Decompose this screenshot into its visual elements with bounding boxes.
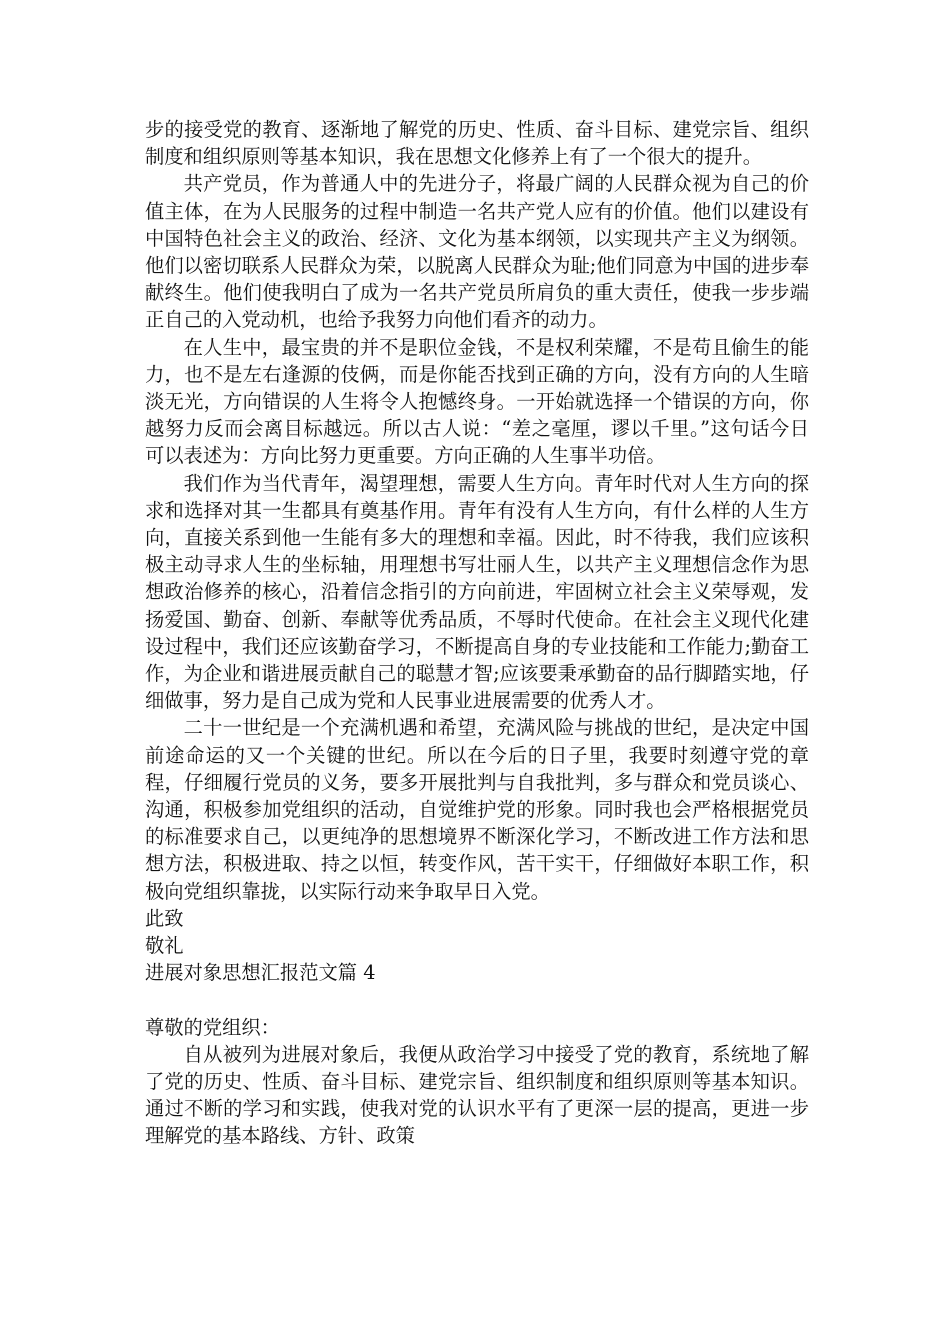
paragraph-twenty-first-century: 二十一世纪是一个充满机遇和希望，充满风险与挑战的世纪，是决定中国前途命运的又一个关键的世纪。所以在今后的日子里，我要时刻遵守党的章程，仔细履行党员的义务，要多开展批判与自我批判，多与群众和党员谈心、沟通，积极参加党组织的活动，自觉维护党的形象。同时我也会严格根据党员的标准要求自己，以更纯净的思想境界不断深化学习，不断改进工作方法和思想方法，积极进取、持之以恒，转变作风，苦干实干，仔细做好本职工作，积极向党组织靠拢，以实际行动来争取早日入党。 [145, 716, 809, 903]
paragraph-party-members: 共产党员，作为普通人中的先进分子，将最广阔的人民群众视为自己的价值主体，在为人民服务的过程中制造一名共产党人应有的价值。他们以建设有中国特色社会主义的政治、经济、文化为基本纲领，以实现共产主义为纲领。他们以密切联系人民群众为荣，以脱离人民群众为耻;他们同意为中国的进步奉献终生。他们使我明白了成为一名共产党员所肩负的重大责任，使我一步步端正自己的入党动机，也给予我努力向他们看齐的动力。 [145, 172, 809, 332]
closing-salutation: 此致 [145, 906, 184, 930]
closing-regards: 敬礼 [145, 934, 184, 958]
section-heading: 进展对象思想汇报范文篇 4 [145, 961, 376, 985]
document-body [145, 116, 809, 1150]
paragraph-youth: 我们作为当代青年，渴望理想，需要人生方向。青年时代对人生方向的探求和选择对其一生都具有奠基作用。青年有没有人生方向，有什么样的人生方向，直接关系到他一生能有多大的理想和幸福。因此，时不待我，我们应该积极主动寻求人生的坐标轴，用理想书写壮丽人生，以共产主义理想信念作为思想政治修养的核心，沿着信念指引的方向前进，牢固树立社会主义荣辱观，发扬爱国、勤奋、创新、奉献等优秀品质，不辱时代使命。在社会主义现代化建设过程中，我们还应该勤奋学习，不断提高自身的专业技能和工作能力;勤奋工作，为企业和谐进展贡献自己的聪慧才智;应该要秉承勤奋的品行脚踏实地，仔细做事，努力是自己成为党和人民事业进展需要的优秀人才。 [145, 471, 809, 713]
greeting-line: 尊敬的党组织： [145, 1015, 280, 1039]
paragraph-continuation: 步的接受党的教育、逐渐地了解党的历史、性质、奋斗目标、建党宗旨、组织制度和组织原则等基本知识，我在思想文化修养上有了一个很大的提升。 [145, 118, 809, 169]
paragraph-life-direction: 在人生中，最宝贵的并不是职位金钱，不是权利荣耀，不是苟且偷生的能力，也不是左右逢源的伎俩，而是你能否找到正确的方向，没有方向的人生暗淡无光，方向错误的人生将令人抱憾终身。一开始就选择一个错误的方向，你越努力反而会离目标越远。所以古人说：“差之毫厘，谬以千里。”这句话今日可以表述为：方向比努力更重要。方向正确的人生事半功倍。 [145, 335, 809, 468]
paragraph-intro: 自从被列为进展对象后，我便从政治学习中接受了党的教育，系统地了解了党的历史、性质、奋斗目标、建党宗旨、组织制度和组织原则等基本知识。通过不断的学习和实践，使我对党的认识水平有了更深一层的提高，更进一步理解党的基本路线、方针、政策 [145, 1042, 809, 1148]
